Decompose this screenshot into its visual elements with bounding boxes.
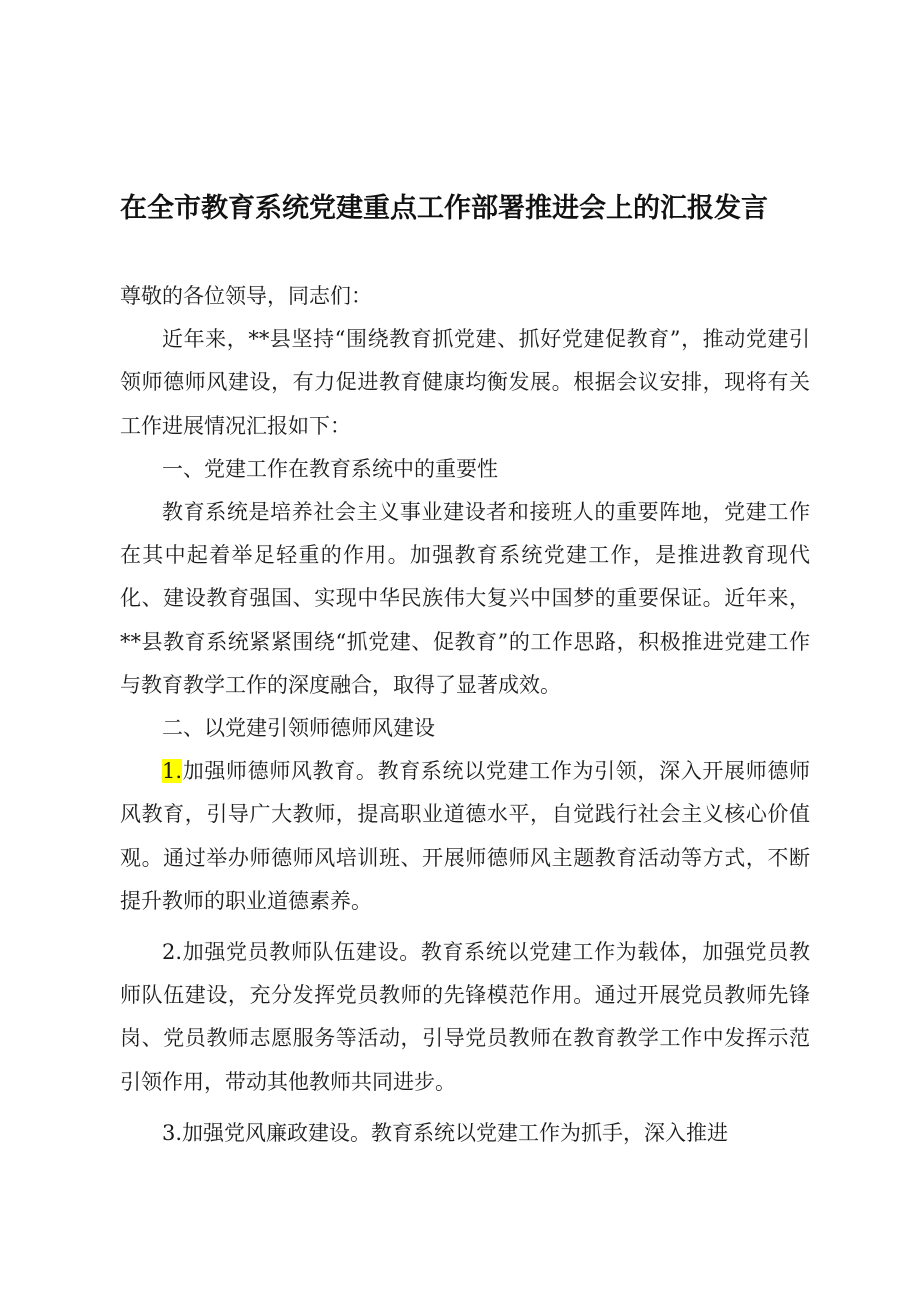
highlighted-item-number: 1.: [162, 759, 183, 784]
section-heading-1: 一、党建工作在教育系统中的重要性: [162, 456, 498, 481]
item-1-text: 加强师德师风教育。教育系统以党建工作为引领，深入开展师德师风教育，引导广大教师，提高职业道德水平，自觉践行社会主义核心价值观。通过举办师德师风培训班、开展师德师风主题教育活动等方式，不断提升教师的职业道德素养。: [120, 759, 810, 913]
item-2-paragraph: 2.加强党员教师队伍建设。教育系统以党建工作为载体，加强党员教师队伍建设，充分发挥党员教师的先锋模范作用。通过开展党员教师先锋岗、党员教师志愿服务等活动，引导党员教师在教育教学工作中发挥示范引领作用，带动其他教师共同进步。: [120, 940, 810, 1094]
item-1-paragraph: [120, 750, 810, 923]
document-body: [120, 275, 810, 1155]
section-heading-2: 二、以党建引领师德师风建设: [162, 716, 435, 741]
salutation: 尊敬的各位领导，同志们：: [120, 284, 372, 308]
item-3-paragraph: 3.加强党风廉政建设。教育系统以党建工作为抓手，深入推进: [162, 1120, 729, 1145]
intro-paragraph: 近年来，**县坚持“围绕教育抓党建、抓好党建促教育”，推动党建引领师德师风建设，有力促进教育健康均衡发展。根据会议安排，现将有关工作进展情况汇报如下：: [120, 327, 810, 438]
section-1-paragraph: 教育系统是培养社会主义事业建设者和接班人的重要阵地，党建工作在其中起着举足轻重的作用。加强教育系统党建工作，是推进教育现代化、建设教育强国、实现中华民族伟大复兴中国梦的重要保证。近年来，**县教育系统紧紧围绕“抓党建、促教育”的工作思路，积极推进党建工作与教育教学工作的深度融合，取得了显著成效。: [120, 500, 810, 697]
document-title: 在全市教育系统党建重点工作部署推进会上的汇报发言: [120, 193, 768, 224]
